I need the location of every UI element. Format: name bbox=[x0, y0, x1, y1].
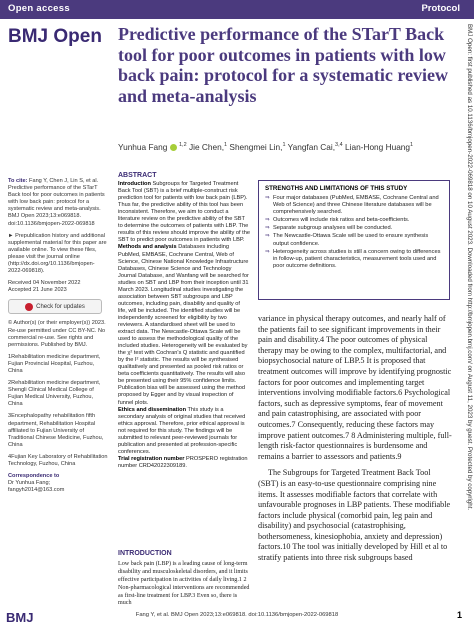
copyright-note: © Author(s) (or their employer(s)) 2023. Re-use permitted under CC BY-NC. No commercial re-use. See rights and permissions. Published by BMJ. bbox=[8, 320, 106, 348]
body-paragraph: The Subgroups for Targeted Treatment Back Tool (SBT) is an easy-to-use questionnaire comprising nine items. It assesses modifiable factors that correlate with unfavourable prognoses in LBP patients. These modifiable factors include physical (comorbid pain, leg pain and disability) and psychosocial (catastrophising, bothersomeness, kinesiophobia, anxiety and depression) factors.10 The tool was initially developed by Hill et al to stratify patients into three risk subgroups based bbox=[258, 468, 451, 563]
author-name[interactable]: Shengmei Lin, bbox=[229, 141, 283, 152]
affiliation-marker: 1 bbox=[410, 142, 414, 148]
cite-label: To cite: bbox=[8, 178, 28, 184]
list-item-text: Heterogeneity across studies is still a concern owing to differences in follow-up, patient characteristics, measurement tools used and poor outcome definitions. bbox=[273, 248, 441, 269]
arrow-bullet-icon: ⇒ bbox=[265, 195, 270, 201]
page-footer bbox=[0, 604, 474, 631]
abstract-text: Databases including PubMed, EMBASE, Cochrane Central, Web of Science, Chinese National Knowledge Infrastructure Databases, Chinese Science and Technology Journal Database, and Wanfang will be searched for studies on SBT and LBP from their inception until 31 March 2023. Longitudinal studies investigating the association between SBT subgroups and LBP outcomes, including pain, disability and quality of life, will be included. The identified studies will be independently screened for eligibility by two reviewers. A standardised sheet will be used to extract data. The Newcastle-Ottawa Scale will be used to assess the methodological quality of the included studies. Heterogeneity will be evaluated by the χ² test with Cochran's Q statistic and quantified by the I² statistic. The results will be synthesised qualitatively and presented as pooled risk ratios or beta coefficients quantitatively. The results will also be presented using their 95% confidence limits. Publication bias will be assessed using the method proposed by Egger and by visual inspection of funnel plots. bbox=[118, 244, 249, 406]
affiliation-marker: 1 bbox=[224, 142, 228, 148]
body-paragraph: variance in physical therapy outcomes, and nearly half of the patients fail to see significant improvements in their pain and disability.4 The poor outcomes of physical therapy may be owing to the complex, multifactorial, and biopsychosocial nature of LBP.5 It is proposed that treatment outcomes will improve by identifying prognostic factors for poor outcomes and implementing target interventions involving modifiable factors.6 Psychological factors, such as depressive symptoms, fear of movement and pain catastrophising, are associated with poor outcomes.7 Consequently, reducing these factors may improve patient outcomes.7 8 Administering multiple, full-length risk-factor questionnaires is burdensome and remains a barrier to assessors and patients.9 bbox=[258, 314, 452, 461]
author-name[interactable]: Lian-Hong Huang bbox=[345, 141, 411, 152]
arrow-bullet-icon: ⇒ bbox=[265, 225, 270, 232]
abstract-methods bbox=[118, 244, 250, 406]
margin-note bbox=[463, 24, 473, 599]
open-access-label: Open access bbox=[8, 3, 70, 14]
introduction-heading: INTRODUCTION bbox=[118, 550, 172, 557]
author-name[interactable]: Jie Chen, bbox=[188, 141, 225, 152]
abstract-ethics bbox=[118, 407, 250, 456]
list-item bbox=[265, 217, 443, 224]
list-item-text: Outcomes will include risk ratios and beta-coefficients. bbox=[273, 217, 410, 224]
arrow-bullet-icon: ⇒ bbox=[265, 248, 270, 255]
footer-citation: Fang Y, et al. BMJ Open 2023;13:e069818. doi:10.1136/bmjopen-2022-069818 bbox=[135, 612, 339, 618]
check-for-updates-label: Check for updates bbox=[36, 304, 85, 311]
affiliation-marker: 3,4 bbox=[335, 142, 343, 148]
abstract-subheading: Ethics and dissemination bbox=[118, 406, 187, 413]
author-name[interactable]: Yunhua Fang bbox=[118, 141, 168, 152]
affiliation: 4Fujian Key Laboratory of Rehabilitation Technology, Fuzhou, China bbox=[8, 453, 108, 467]
journal-logo[interactable]: BMJ Open bbox=[8, 26, 102, 47]
abstract-text: Subgroups for Targeted Treatment Back Tool (SBT) is a brief multiple-construct risk prediction tool for patients with low back pain (LBP). Thus far, the predictive ability of this tool has been inconsistent. Therefore, we aim to conduct a literature review on the predictive ability of the SBT to determine the outcomes of patients with LBP. The results of this review should improve the ability of the SBT to predict poor outcomes in patients with LBP. bbox=[118, 181, 250, 244]
affiliation-marker: 1,2 bbox=[179, 142, 187, 148]
page-number: 1 bbox=[456, 610, 462, 620]
abstract-subheading: Methods and analysis bbox=[118, 244, 177, 251]
author-list bbox=[118, 140, 454, 153]
list-item bbox=[265, 195, 443, 216]
list-item bbox=[265, 249, 443, 270]
affiliation-marker: 1 bbox=[282, 142, 286, 148]
abstract-subheading: Trial registration number bbox=[118, 455, 185, 462]
bmj-logo[interactable]: BMJ bbox=[6, 610, 34, 625]
list-item bbox=[265, 225, 443, 232]
correspondence bbox=[8, 473, 108, 494]
section-label: Protocol bbox=[421, 3, 460, 14]
prepub-note[interactable]: ► Prepublication history and additional supplemental material for this paper are available online. To view these files, please visit the journal online (http://dx.doi.org/10.1136/bmjopen-2022-069818). bbox=[8, 232, 107, 275]
check-for-updates-button[interactable] bbox=[8, 299, 102, 314]
list-item-text: Separate subgroup analyses will be conducted. bbox=[273, 225, 393, 232]
top-banner bbox=[0, 0, 474, 19]
affiliation: 3Encephalopathy rehabilitation fifth department, Rehabilitation Hospital affiliated to Fujian University of Traditional Chinese Medicine, Fuzhou, China bbox=[8, 413, 104, 448]
dates bbox=[8, 280, 108, 294]
list-item-text: The Newcastle-Ottawa Scale will be used to ensure synthesis output confidence. bbox=[273, 233, 429, 247]
correspondence-label: Correspondence to bbox=[8, 473, 60, 480]
abstract-subheading: Introduction bbox=[118, 181, 151, 188]
abstract-intro bbox=[118, 181, 250, 244]
strengths-list bbox=[265, 195, 443, 270]
abstract-section bbox=[118, 172, 250, 470]
received-date: Received 04 November 2022 bbox=[8, 280, 81, 287]
arrow-bullet-icon: ⇒ bbox=[265, 233, 270, 240]
abstract-text: This study is a secondary analysis of original studies that received ethics approval. Therefore, prior ethical approval is not required for this study. The findings will be submitted to relevant peer-reviewed journals for publication and presented at profession-specific conferences. bbox=[118, 406, 246, 455]
author-name[interactable]: Yangfan Cai, bbox=[287, 141, 336, 152]
abstract-text: PROSPERO registration number CRD42022309189. bbox=[118, 455, 248, 469]
strengths-limitations-box bbox=[258, 180, 450, 300]
strengths-heading: STRENGTHS AND LIMITATIONS OF THIS STUDY bbox=[265, 185, 408, 192]
article-title: Predictive performance of the STarT Back tool for poor outcomes in patients with low back pain: protocol for a systematic review and meta-analysis bbox=[118, 24, 448, 106]
cite-block bbox=[8, 178, 108, 228]
introduction-section bbox=[118, 550, 252, 608]
arrow-bullet-icon: ⇒ bbox=[265, 217, 270, 224]
abstract-trial bbox=[118, 456, 250, 470]
check-updates-icon bbox=[25, 303, 33, 311]
margin-note-text[interactable]: BMJ Open: first published as 10.1136/bmjopen-2022-069818 on 10 August 2023. Downloaded from http://bmjopen.bmj.com/ on August 11, 2023 by guest. Protected by copyright. bbox=[466, 24, 473, 511]
affiliation: 2Rehabilitation medicine department, Shengli Clinical Medical College of Fujian Medical University, Fuzhou, China bbox=[8, 380, 101, 408]
abstract-heading: ABSTRACT bbox=[118, 172, 157, 179]
list-item-text: Four major databases (PubMed, EMBASE, Cochrane Central and Web of Science) and three Chinese literature databases will be comprehensively searched. bbox=[273, 195, 439, 216]
affiliation: 1Rehabilitation medicine department, Fujian Provincial Hospital, Fuzhou, China bbox=[8, 353, 101, 374]
accepted-date: Accepted 21 June 2023 bbox=[8, 287, 67, 294]
cite-text: Fang Y, Chen J, Lin S, et al. Predictive performance of the STarT Back tool for poor outcomes in patients with low back pain: protocol for a systematic review and meta-analysis. BMJ Open 2023;13:e069818. doi:10.1136/bmjopen-2022-069818 bbox=[8, 178, 105, 227]
introduction-text: Low back pain (LBP) is a leading cause of long-term disability and musculoskeletal disorders, and it limits effective participation in activities of daily living.1 2 Non-pharmacological interventions are recommended as first-line treatment for LBP.3 Even so, there is much bbox=[118, 560, 250, 607]
list-item bbox=[265, 233, 443, 247]
correspondence-name: Dr Yunhua Fang; bbox=[8, 480, 51, 487]
body-column bbox=[258, 314, 452, 570]
correspondence-email[interactable]: fangyh2014@163.com bbox=[8, 487, 65, 494]
orcid-icon[interactable] bbox=[170, 144, 177, 151]
article-sidebar bbox=[8, 178, 108, 499]
